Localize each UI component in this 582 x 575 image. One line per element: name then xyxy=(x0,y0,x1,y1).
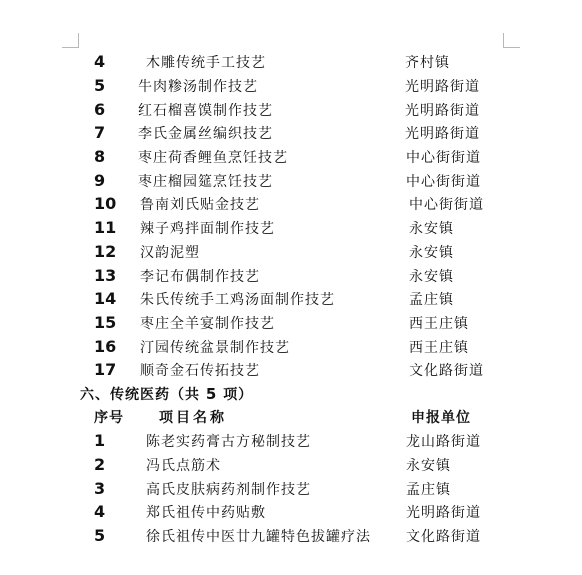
item-name: 朱氏传统手工鸡汤面制作技艺 xyxy=(140,292,335,308)
item-number: 16 xyxy=(94,337,117,356)
item-number: 4 xyxy=(94,52,106,71)
item-number: 2 xyxy=(94,455,106,474)
section-heading xyxy=(80,384,253,405)
column-header-unit: 申报单位 xyxy=(411,410,471,426)
item-number: 5 xyxy=(94,76,106,95)
item-name: 徐氏祖传中医廿九罐特色拔罐疗法 xyxy=(146,529,371,545)
item-name: 枣庄全羊宴制作技艺 xyxy=(140,316,275,332)
list-item xyxy=(0,336,582,358)
item-unit: 龙山路街道 xyxy=(406,434,481,450)
item-name: 冯氏点筋术 xyxy=(146,458,221,474)
item-unit: 中心街街道 xyxy=(409,197,484,213)
item-number: 12 xyxy=(94,242,117,261)
item-unit: 光明路街道 xyxy=(405,79,480,95)
item-name: 牛肉糁汤制作技艺 xyxy=(138,79,258,95)
item-unit: 光明路街道 xyxy=(405,103,480,119)
item-name: 郑氏祖传中药贴敷 xyxy=(146,505,266,521)
item-number: 10 xyxy=(94,194,117,213)
item-number: 5 xyxy=(94,526,106,545)
list-item xyxy=(0,122,582,144)
section-title-end: 项） xyxy=(223,387,254,403)
item-unit: 西王庄镇 xyxy=(409,340,469,356)
item-name: 枣庄榴园筵烹饪技艺 xyxy=(138,174,273,190)
item-unit: 永安镇 xyxy=(406,458,451,474)
list-item xyxy=(0,454,582,476)
item-name: 汀园传统盆景制作技艺 xyxy=(140,340,290,356)
list-item xyxy=(0,265,582,287)
item-unit: 光明路街道 xyxy=(405,126,480,142)
item-number: 9 xyxy=(94,171,106,190)
list-item xyxy=(0,525,582,547)
list-item xyxy=(0,217,582,239)
item-number: 14 xyxy=(94,289,117,308)
column-header-name: 项目名称 xyxy=(159,410,227,426)
item-number: 11 xyxy=(94,218,117,237)
item-unit: 永安镇 xyxy=(409,269,454,285)
item-unit: 文化路街道 xyxy=(406,529,481,545)
item-unit: 永安镇 xyxy=(409,221,454,237)
section-count: 5 xyxy=(205,385,218,403)
item-unit: 孟庄镇 xyxy=(406,482,451,498)
item-unit: 西王庄镇 xyxy=(409,316,469,332)
list-item xyxy=(0,501,582,523)
item-unit: 中心街街道 xyxy=(406,150,481,166)
item-name: 高氏皮肤病药剂制作技艺 xyxy=(146,482,311,498)
list-item xyxy=(0,359,582,381)
item-name: 李记布偶制作技艺 xyxy=(140,269,260,285)
item-name: 辣子鸡拌面制作技艺 xyxy=(140,221,275,237)
item-number: 17 xyxy=(94,360,117,379)
item-unit: 齐村镇 xyxy=(405,55,450,71)
item-number: 13 xyxy=(94,266,117,285)
item-unit: 文化路街道 xyxy=(409,363,484,379)
item-unit: 永安镇 xyxy=(409,245,454,261)
list-item xyxy=(0,288,582,310)
item-unit: 中心街街道 xyxy=(406,174,481,190)
item-unit: 光明路街道 xyxy=(406,505,481,521)
list-item xyxy=(0,241,582,263)
item-name: 汉韵泥塑 xyxy=(140,245,200,261)
page-corner-mark-right xyxy=(503,33,520,48)
item-number: 1 xyxy=(94,431,106,450)
item-name: 陈老实药膏古方秘制技艺 xyxy=(146,434,311,450)
list-item xyxy=(0,51,582,73)
list-item xyxy=(0,312,582,334)
list-item xyxy=(0,193,582,215)
column-header-seq: 序号 xyxy=(94,410,124,426)
item-number: 8 xyxy=(94,147,106,166)
item-number: 3 xyxy=(94,479,106,498)
section-title: 六、传统医药（共 xyxy=(80,387,200,403)
item-unit: 孟庄镇 xyxy=(409,292,454,308)
item-name: 顺奇金石传拓技艺 xyxy=(140,363,260,379)
item-name: 李氏金属丝编织技艺 xyxy=(138,126,273,142)
list-item xyxy=(0,146,582,168)
item-number: 7 xyxy=(94,123,106,142)
item-number: 4 xyxy=(94,502,106,521)
list-item xyxy=(0,99,582,121)
list-item xyxy=(0,75,582,97)
item-number: 15 xyxy=(94,313,117,332)
list-item xyxy=(0,430,582,452)
list-item xyxy=(0,170,582,192)
item-name: 红石榴喜馍制作技艺 xyxy=(138,103,273,119)
item-name: 木雕传统手工技艺 xyxy=(146,55,266,71)
page-corner-mark-left xyxy=(62,33,79,48)
item-name: 枣庄荷香鲤鱼烹饪技艺 xyxy=(138,150,288,166)
item-name: 鲁南刘氏贴金技艺 xyxy=(140,197,260,213)
item-number: 6 xyxy=(94,100,106,119)
list-item xyxy=(0,478,582,500)
